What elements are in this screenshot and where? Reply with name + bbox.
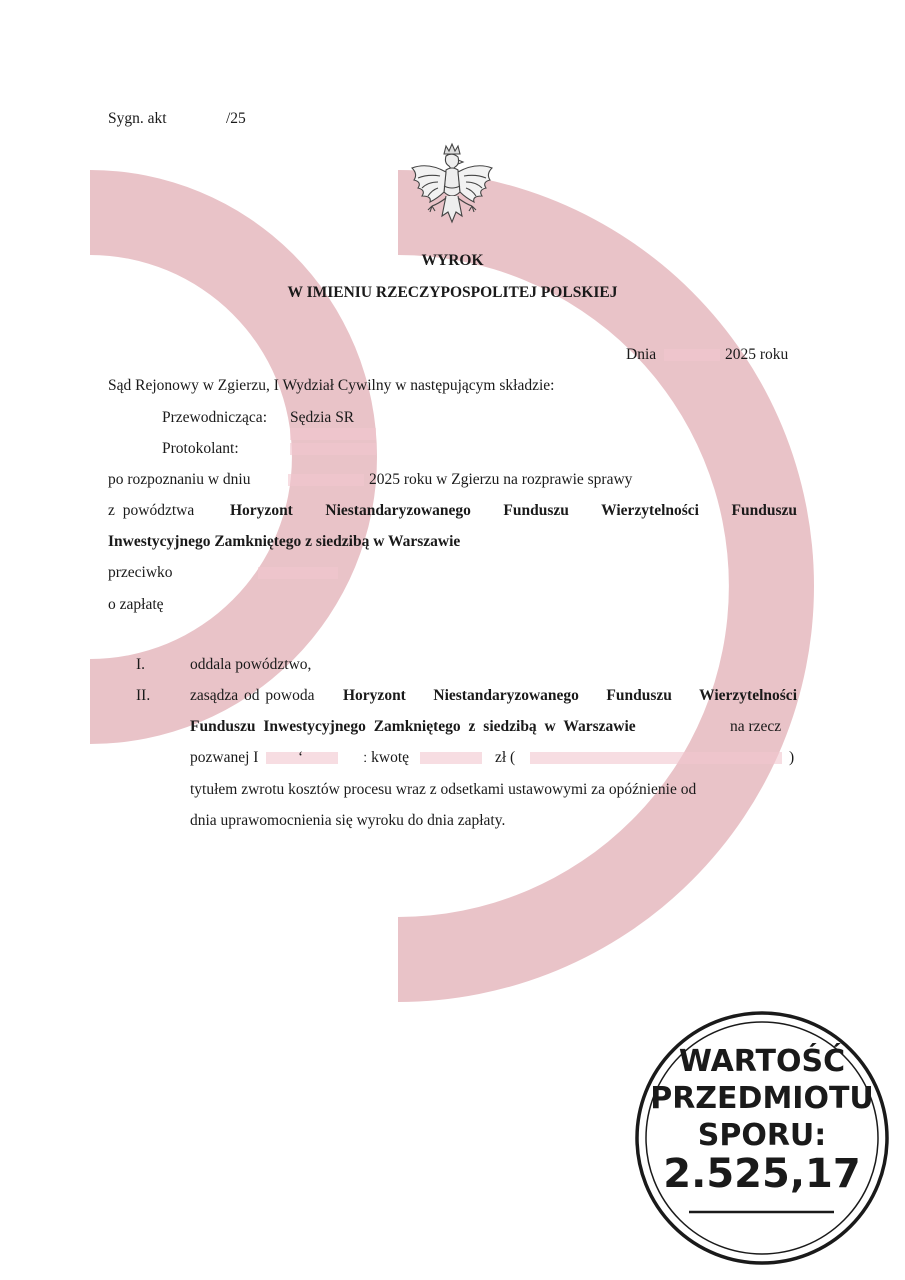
chair-label: Przewodnicząca:: [162, 409, 267, 426]
date-suffix: 2025 roku: [725, 346, 789, 363]
date-prefix: Dnia: [626, 346, 657, 363]
stamp-line3: SPORU:: [697, 1118, 827, 1153]
item-number: I.: [136, 656, 146, 673]
court-line: Sąd Rejonowy w Zgierzu, I Wydział Cywilny w następującym składzie:: [108, 377, 555, 394]
plaintiff-name-line2: Inwestycyjnego Zamkniętego z siedzibą w Warszawie: [108, 533, 461, 550]
item-text: tytułem zwrotu kosztów procesu wraz z odsetkami ustawowymi za opóźnienie od: [190, 781, 697, 798]
subject-label: o zapłatę: [108, 596, 164, 613]
redaction: [420, 752, 482, 764]
plaintiff-prefix: z powództwa: [108, 502, 195, 519]
redaction: [664, 349, 720, 361]
document-subtitle: W IMIENIU RZECZYPOSPOLITEJ POLSKIEJ: [287, 284, 618, 301]
item-text-bold: Funduszu Inwestycyjnego Zamkniętego z siedzibą w Warszawie: [190, 718, 636, 735]
redaction: [288, 474, 364, 486]
item-text-bold: Horyzont Niestandaryzowanego Funduszu Wierzytelności: [343, 687, 797, 704]
case-signature-label: Sygn. akt: [108, 110, 167, 127]
item-text-fragment: ʻ: [298, 749, 304, 766]
hearing-suffix: 2025 roku w Zgierzu na rozprawie sprawy: [369, 471, 633, 488]
chair-value: Sędzia SR: [290, 409, 355, 426]
item-text-fragment: zł (: [495, 749, 516, 766]
plaintiff-name-line1: Horyzont Niestandaryzowanego Funduszu Wierzytelności Funduszu: [230, 502, 797, 519]
redaction: [530, 752, 782, 764]
item-text: oddala powództwo,: [190, 656, 312, 673]
item-text-fragment: ː kwotę: [363, 749, 410, 766]
stamp-amount: 2.525,17: [663, 1151, 861, 1197]
stamp-line2: PRZEDMIOTU: [650, 1081, 874, 1116]
item-text: dnia uprawomocnienia się wyroku do dnia zapłaty.: [190, 812, 506, 829]
redaction: [290, 428, 376, 440]
redaction: [290, 443, 376, 455]
item-text-fragment: pozwanej I: [190, 749, 259, 766]
item-text-fragment: ): [789, 749, 795, 766]
item-number: II.: [136, 687, 151, 704]
item-text-prefix: zasądza od powoda: [190, 687, 315, 704]
clerk-label: Protokolant:: [162, 440, 239, 457]
hearing-prefix: po rozpoznaniu w dniu: [108, 471, 251, 488]
document-title: WYROK: [421, 252, 484, 269]
against-label: przeciwko: [108, 564, 173, 581]
case-signature-suffix: /25: [226, 110, 246, 127]
stamp-line1: WARTOŚĆ: [678, 1044, 846, 1079]
item-text-suffix: na rzecz: [730, 718, 782, 735]
redaction: [258, 567, 338, 579]
